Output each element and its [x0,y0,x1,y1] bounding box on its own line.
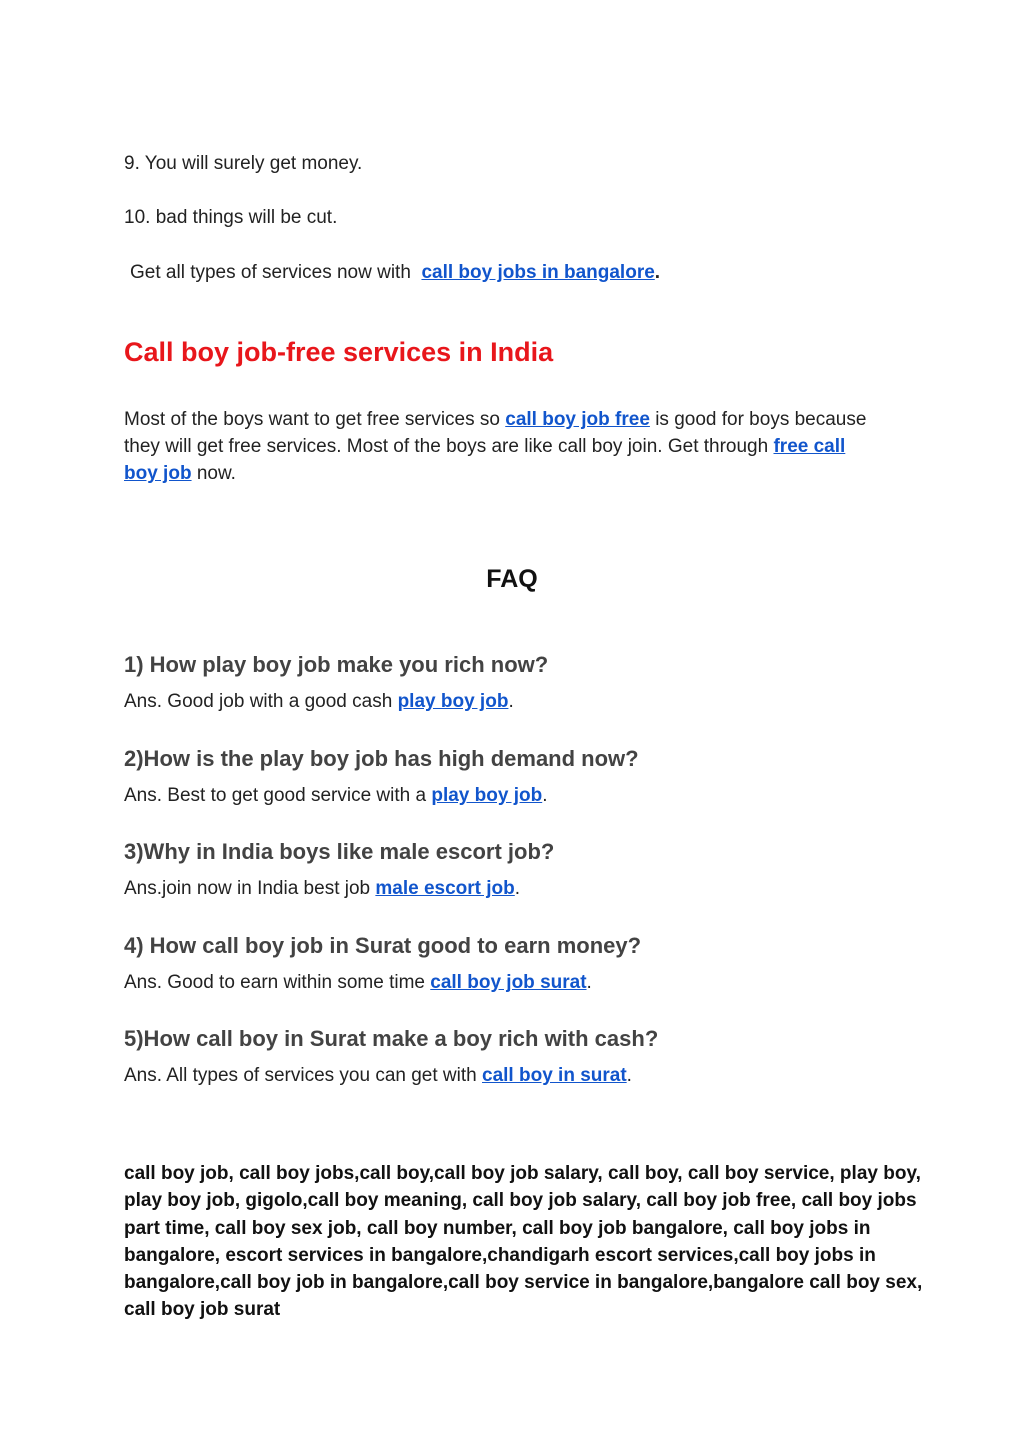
section-heading: Call boy job-free services in India [124,337,554,367]
section-paragraph [124,406,884,487]
link-call-boy-jobs-in-bangalore[interactable]: call boy jobs in bangalore [421,262,655,283]
faq-question-3: 3)Why in India boys like male escort job? [124,839,555,864]
link-free-call-boy-job[interactable]: free call boy job [124,436,846,484]
faq-answer-5 [124,1062,632,1089]
faq-answer-1 [124,688,514,715]
cta-suffix: . [654,262,661,283]
link-play-boy-job-1[interactable]: play boy job [397,691,509,712]
cta-prefix: Get all types of services now with [130,262,411,283]
faq-answer-2-text: Ans. Best to get good service with a [124,785,427,806]
faq-question-1: 1) How play boy job make you rich now? [124,652,549,677]
faq-question-5: 5)How call boy in Surat make a boy rich with cash? [124,1026,659,1051]
faq-answer-4 [124,969,592,996]
section-text-middle: is good for boys because they will get free services. Most of the boys are like call boy join. Get through [124,409,867,457]
faq-answer-5-text: Ans. All types of services you can get with [124,1065,477,1086]
faq-answer-4-suffix: . [586,972,592,993]
faq-question-4: 4) How call boy job in Surat good to earn money? [124,933,642,958]
faq-answer-3-text: Ans.join now in India best job [124,878,371,899]
faq-question-2: 2)How is the play boy job has high demand now? [124,746,639,771]
list-item-9: 9. You will surely get money. [124,153,363,174]
faq-answer-4-text: Ans. Good to earn within some time [124,972,425,993]
faq-answer-3-suffix: . [514,878,521,899]
cta-paragraph [130,259,660,286]
link-call-boy-job-surat[interactable]: call boy job surat [430,972,587,993]
link-male-escort-job[interactable]: male escort job [375,878,515,899]
link-play-boy-job-2[interactable]: play boy job [431,785,543,806]
section-text-after: now. [196,463,236,484]
list-item-10: 10. bad things will be cut. [124,207,338,228]
link-call-boy-in-surat[interactable]: call boy in surat [482,1065,627,1086]
faq-answer-1-text: Ans. Good job with a good cash [124,691,393,712]
faq-title: FAQ [486,565,538,593]
faq-answer-1-suffix: . [508,691,514,712]
faq-answer-5-suffix: . [626,1065,632,1086]
keywords-paragraph: call boy job, call boy jobs,call boy,call boy job salary, call boy, call boy service, play boy, play boy job, gigolo,call boy meaning, call boy job salary, call boy job free, call boy jobs part time, call boy sex job, call boy number, call boy job bangalore, call boy jobs in bangalore, escort services in bangalore,chandigarh escort services,call boy jobs in bangalore,call boy job in bangalore,call boy service in bangalore,bangalore call boy sex, call boy job surat [124,1163,923,1321]
section-text-before: Most of the boys want to get free services so [124,409,500,430]
link-call-boy-job-free[interactable]: call boy job free [505,409,650,430]
faq-answer-2 [124,782,547,809]
faq-answer-3 [124,875,520,902]
faq-answer-2-suffix: . [542,785,548,806]
